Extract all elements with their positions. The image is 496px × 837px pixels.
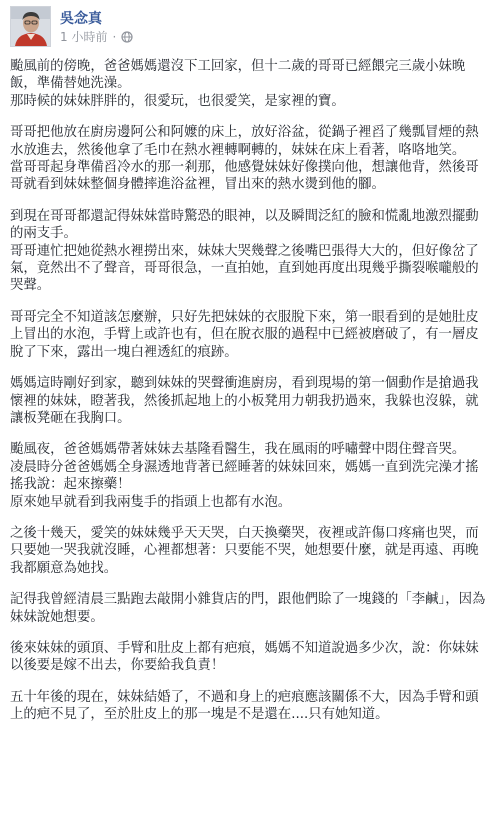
post-paragraph: 後來妹妹的頭頂、手臂和肚皮上都有疤痕，媽媽不知道說過多少次，說：你妹妹以後要是嫁不出去，你要給我負責！ — [10, 640, 479, 674]
post-paragraph: 五十年後的現在，妹妹結婚了，不過和身上的疤痕應該關係不大，因為手臂和頭上的疤不見了，至於肚皮上的那一塊是不是還在....只有她知道。 — [10, 689, 479, 723]
author-name[interactable]: 吳念真 — [60, 11, 102, 27]
post-paragraph: 之後十幾天，愛笑的妹妹幾乎天天哭，白天換藥哭，夜裡或許傷口疼痛也哭，而只要她一哭我就沒睡，心裡都想著：只要能不哭，她想要什麼，就是再遠、再晚我都願意為她找。 — [10, 525, 479, 576]
post-paragraph: 颱風前的傍晚，爸爸媽媽還沒下工回家，但十二歲的哥哥已經餵完三歲小妹晚飯，準備替她洗澡。 — [10, 59, 466, 92]
meta-separator: · — [112, 29, 117, 44]
post-body — [10, 58, 488, 738]
post-paragraph: 那時候的妹妹胖胖的，很愛玩，也很愛笑，是家裡的寶。 — [10, 93, 345, 109]
post-paragraph: 媽媽這時剛好到家，聽到妹妹的哭聲衝進廚房，看到現場的第一個動作是搶過我懷裡的妹妹，瞪著我，然後抓起地上的小板凳用力朝我扔過來，我躲也沒躲，就讓板凳砸在我胸口。 — [10, 376, 479, 426]
avatar[interactable] — [10, 6, 51, 47]
post-paragraph: 凌晨時分爸爸媽媽全身濕透地背著已經睡著的妹妹回來，媽媽一直到洗完澡才搖搖我說：起來擦藥！ — [10, 459, 479, 493]
post-paragraph: 記得我曾經清晨三點跑去敲開小雜貨店的門，跟他們賒了一塊錢的「李鹹」，因為妹妹說她想要。 — [10, 592, 486, 625]
globe-icon[interactable] — [121, 31, 133, 43]
post-meta — [60, 28, 133, 45]
post-paragraph: 原來她早就看到我兩隻手的指頭上也都有水泡。 — [10, 494, 292, 510]
post-paragraph: 當哥哥起身準備舀冷水的那一剎那，他感覺妹妹好像撲向他，想讓他背，然後哥哥就看到妹妹整個身體摔進浴盆裡，冒出來的熱水燙到他的腳。 — [10, 160, 479, 193]
post-paragraph: 颱風夜，爸爸媽媽帶著妹妹去基隆看醫生，我在風雨的呼嘯聲中悶住聲音哭。 — [10, 442, 466, 458]
post-paragraph: 到現在哥哥都還記得妹妹當時驚恐的眼神，以及瞬間泛紅的臉和慌亂地激烈擺動的兩支手。 — [10, 208, 479, 242]
post-paragraph: 哥哥把他放在廚房邊阿公和阿嬤的床上，放好浴盆，從鍋子裡舀了幾瓢冒煙的熱水放進去，然後他拿了毛巾在熱水裡轉啊轉的，妹妹在床上看著，咯咯地笑。 — [10, 125, 479, 158]
post-paragraph: 哥哥連忙把她從熱水裡撈出來，妹妹大哭幾聲之後嘴巴張得大大的，但好像岔了氣，竟然出不了聲音，哥哥很急，一直拍她，直到她再度出現幾乎撕裂喉嚨般的哭聲。 — [10, 243, 479, 294]
post-paragraph: 哥哥完全不知道該怎麼辦，只好先把妹妹的衣服脫下來，第一眼看到的是她肚皮上冒出的水泡，手臂上或許也有，但在脫衣服的過程中已經被磨破了，有一層皮脫了下來，露出一塊白裡透紅的痕跡。 — [10, 309, 479, 360]
post-header — [10, 6, 480, 48]
post-timestamp[interactable]: 1 小時前 — [60, 30, 108, 44]
